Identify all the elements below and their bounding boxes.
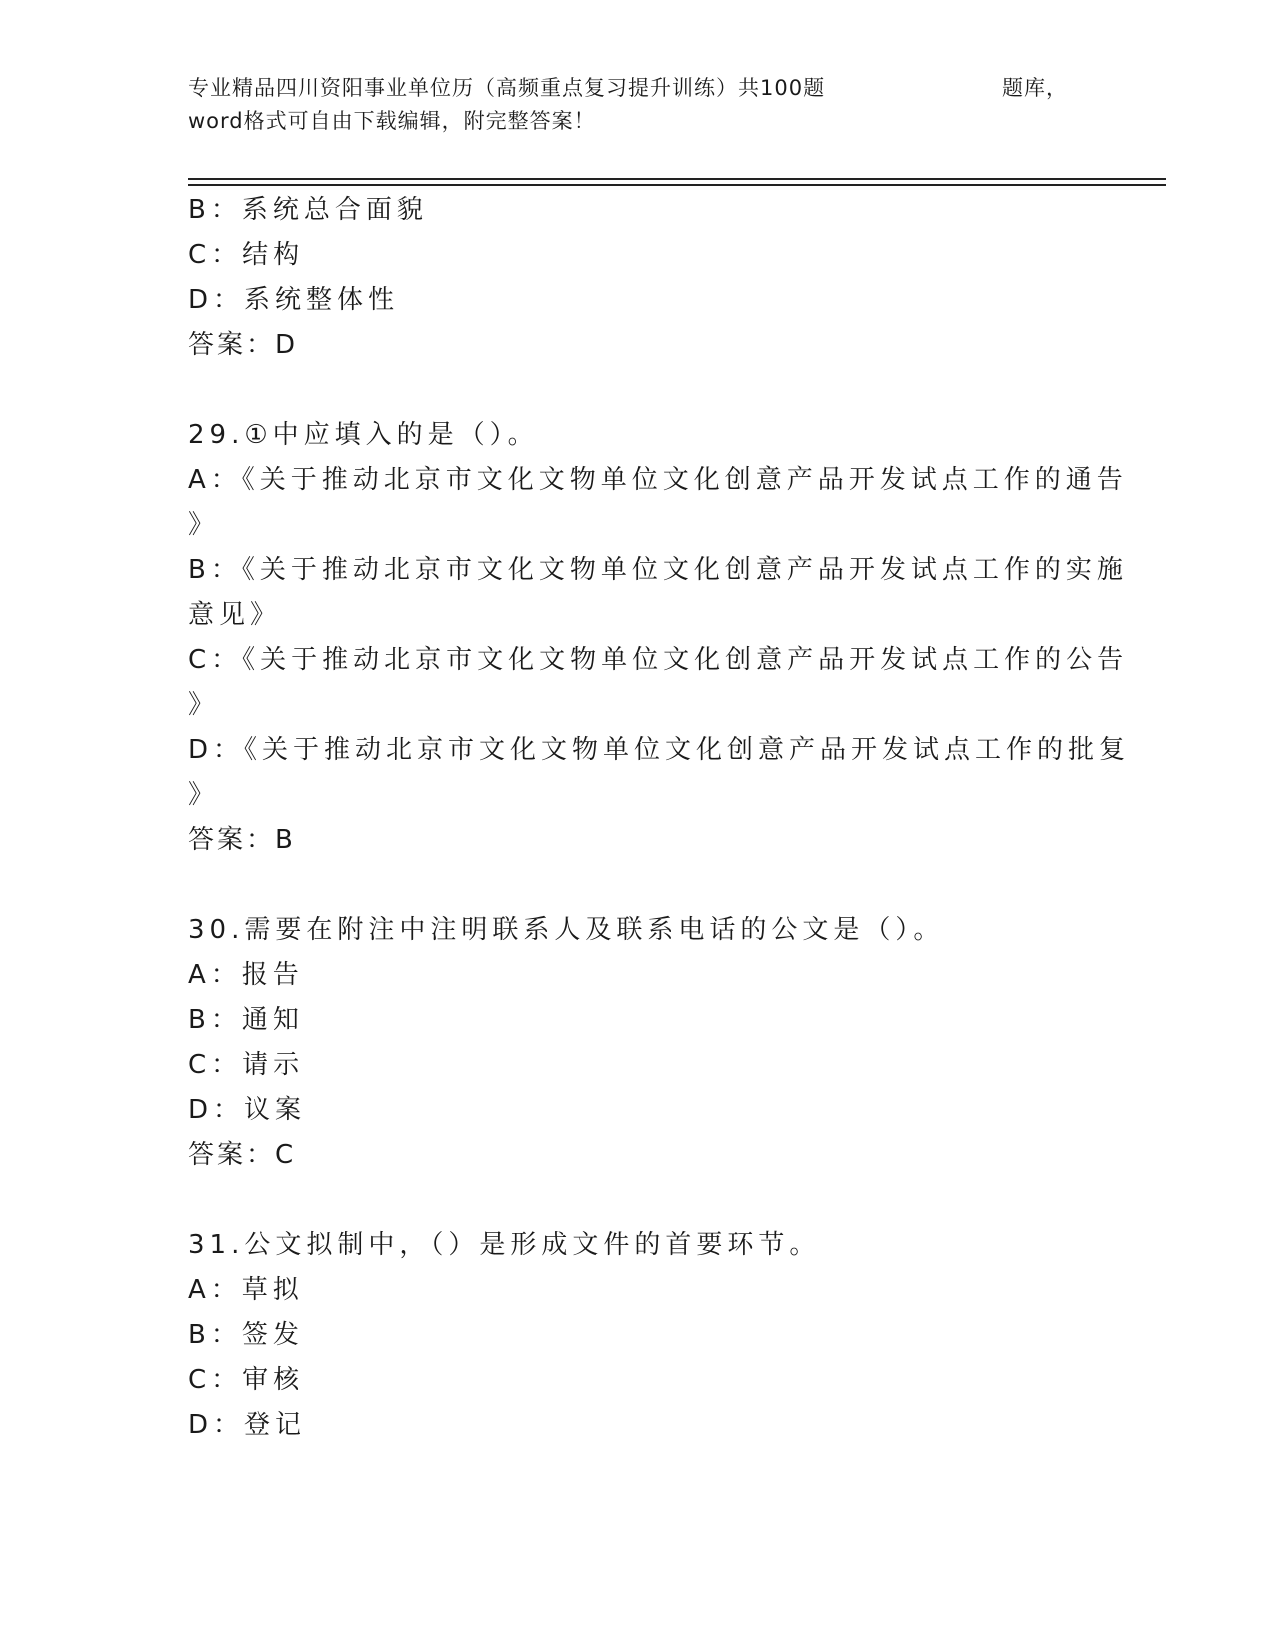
q28-option-c: C：结构 [188,240,305,270]
q31-stem: 31.公文拟制中，（）是形成文件的首要环节。 [188,1230,821,1260]
header-line-1 [188,72,1068,105]
q29-option-b-line2: 意见》 [188,600,282,630]
q30-option-d: D：议案 [188,1095,307,1125]
q30-stem: 30.需要在附注中注明联系人及联系电话的公文是（）。 [188,915,945,945]
q29-stem: 29.①中应填入的是（）。 [188,420,539,450]
q29-option-a-line1: A：《关于推动北京市文化文物单位文化创意产品开发试点工作的通告 [188,465,1128,495]
header-divider-top [188,178,1166,180]
page-header [188,72,1068,138]
q29-option-c-line2: 》 [188,690,220,720]
q31-option-a: A：草拟 [188,1275,304,1305]
q29-option-a-line2: 》 [188,510,220,540]
header-subtitle: word格式可自由下载编辑，附完整答案！ [188,109,596,133]
q29-option-c-line1: C：《关于推动北京市文化文物单位文化创意产品开发试点工作的公告 [188,645,1129,675]
q29-option-d-line1: D：《关于推动北京市文化文物单位文化创意产品开发试点工作的批复 [188,735,1131,765]
q29-option-b-line1: B：《关于推动北京市文化文物单位文化创意产品开发试点工作的实施 [188,555,1128,585]
q31-option-b: B：签发 [188,1320,304,1350]
q29-answer: 答案：B [188,825,296,855]
q30-answer: 答案：C [188,1140,297,1170]
q31-option-d: D：登记 [188,1410,307,1440]
q28-option-d: D：系统整体性 [188,285,400,315]
q29-option-d-line2: 》 [188,780,220,810]
q30-option-a: A：报告 [188,960,304,990]
header-title: 专业精品四川资阳事业单位历（高频重点复习提升训练）共100题 [188,76,826,100]
q30-option-c: C：请示 [188,1050,305,1080]
q28-answer: 答案：D [188,330,299,360]
header-divider-bottom [188,184,1166,186]
q31-option-c: C：审核 [188,1365,305,1395]
q28-option-b: B：系统总合面貌 [188,195,428,225]
q30-option-b: B：通知 [188,1005,304,1035]
header-title-suffix: 题库， [1002,76,1068,100]
